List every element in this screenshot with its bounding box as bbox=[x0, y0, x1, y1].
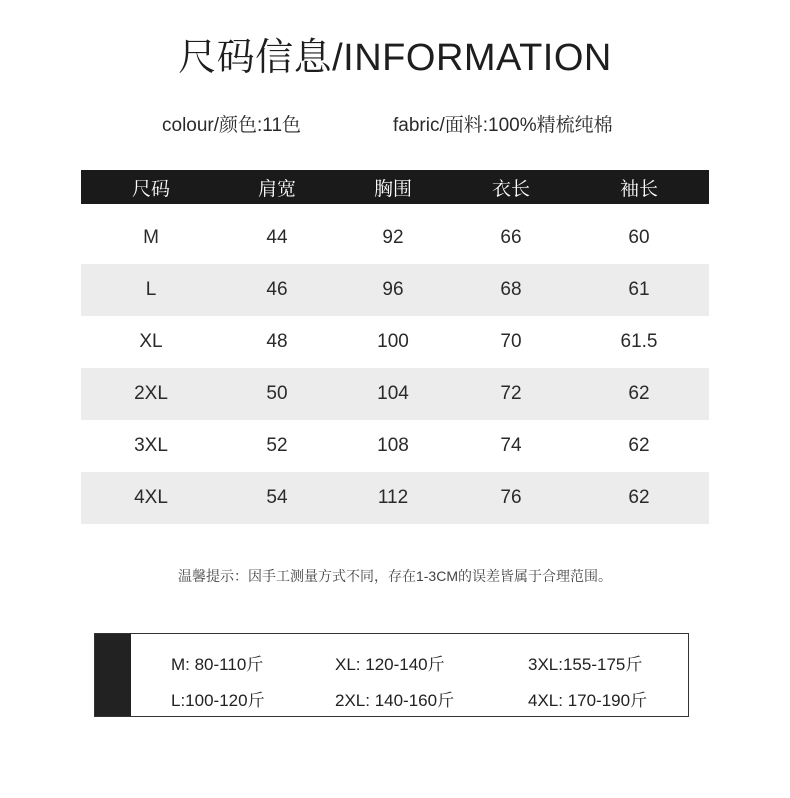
cell-size: XL bbox=[139, 331, 163, 352]
header-length: 衣长 bbox=[453, 170, 569, 204]
spacer bbox=[81, 204, 709, 212]
cell-length: 66 bbox=[500, 227, 522, 248]
table-row bbox=[81, 316, 709, 368]
cell-chest: 92 bbox=[382, 227, 404, 248]
table-row bbox=[81, 212, 709, 264]
cell-shoulder: 44 bbox=[266, 227, 288, 248]
page-title: 尺码信息/INFORMATION bbox=[178, 37, 612, 79]
cell-length: 70 bbox=[500, 331, 522, 352]
cell-shoulder: 54 bbox=[221, 472, 333, 524]
cell-shoulder: 50 bbox=[221, 368, 333, 420]
table-row bbox=[81, 472, 709, 524]
cell-length: 68 bbox=[453, 264, 569, 316]
cell-length: 76 bbox=[453, 472, 569, 524]
header-chest: 胸围 bbox=[333, 170, 453, 204]
cell-chest: 104 bbox=[333, 368, 453, 420]
cell-shoulder: 46 bbox=[221, 264, 333, 316]
cell-shoulder: 52 bbox=[266, 435, 288, 456]
cell-chest: 100 bbox=[377, 331, 409, 352]
measurement-note: 温馨提示：因手工测量方式不同，存在1-3CM的误差皆属于合理范围。 bbox=[177, 568, 612, 584]
colour-info: colour/颜色:11色 bbox=[162, 115, 302, 136]
cell-sleeve: 60 bbox=[628, 227, 650, 248]
cell-chest: 96 bbox=[333, 264, 453, 316]
weight-guide bbox=[94, 633, 689, 717]
table-row bbox=[81, 368, 709, 420]
weight-item: 4XL: 170-190斤 bbox=[528, 691, 648, 710]
cell-length: 74 bbox=[500, 435, 522, 456]
cell-chest: 112 bbox=[333, 472, 453, 524]
cell-shoulder: 48 bbox=[266, 331, 288, 352]
table-row bbox=[81, 420, 709, 472]
cell-sleeve: 62 bbox=[628, 435, 650, 456]
cell-size: M bbox=[143, 227, 159, 248]
weight-item: L:100-120斤 bbox=[171, 691, 265, 710]
cell-size: 2XL bbox=[81, 368, 221, 420]
size-table bbox=[81, 170, 709, 524]
cell-sleeve: 61.5 bbox=[620, 331, 658, 352]
table-header-row bbox=[81, 170, 709, 204]
table-row bbox=[81, 264, 709, 316]
cell-sleeve: 62 bbox=[569, 472, 709, 524]
header-sleeve: 袖长 bbox=[569, 170, 709, 204]
weight-item: 3XL:155-175斤 bbox=[528, 655, 643, 674]
weight-item: M: 80-110斤 bbox=[171, 655, 264, 674]
header-size: 尺码 bbox=[81, 170, 221, 204]
cell-size: 4XL bbox=[81, 472, 221, 524]
weight-guide-bar bbox=[95, 634, 131, 716]
cell-sleeve: 62 bbox=[569, 368, 709, 420]
cell-size: 3XL bbox=[134, 435, 168, 456]
header-shoulder: 肩宽 bbox=[221, 170, 333, 204]
cell-chest: 108 bbox=[377, 435, 409, 456]
fabric-info: fabric/面料:100%精梳纯棉 bbox=[393, 115, 613, 136]
cell-length: 72 bbox=[453, 368, 569, 420]
weight-item: XL: 120-140斤 bbox=[335, 655, 445, 674]
cell-sleeve: 61 bbox=[569, 264, 709, 316]
weight-item: 2XL: 140-160斤 bbox=[335, 691, 455, 710]
cell-size: L bbox=[81, 264, 221, 316]
